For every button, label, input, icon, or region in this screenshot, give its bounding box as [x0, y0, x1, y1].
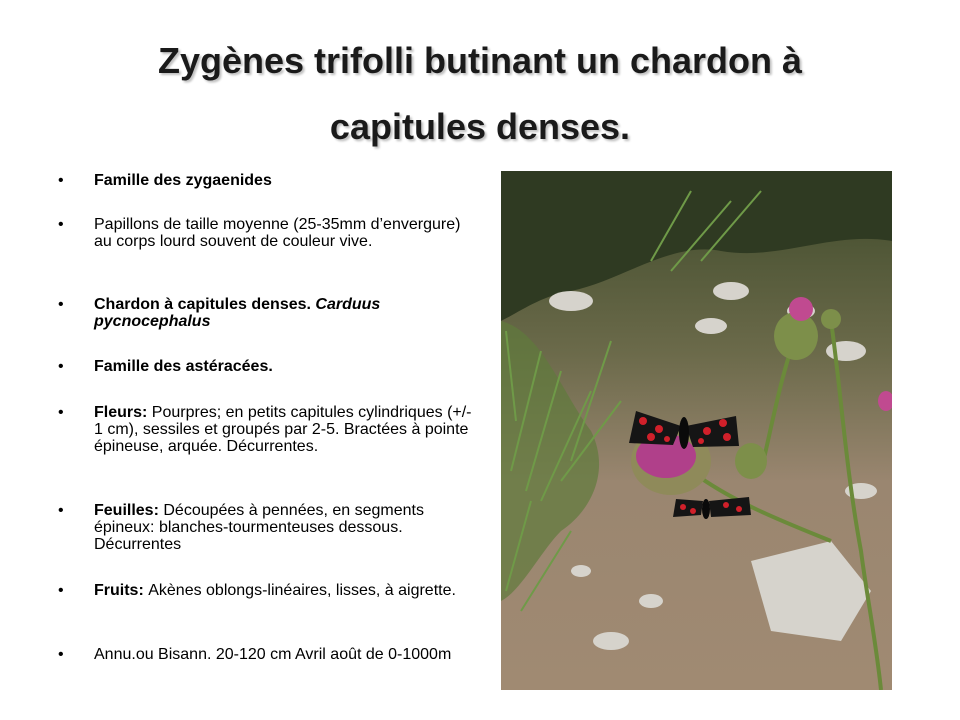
bullet-dot: • — [58, 404, 64, 421]
bullet-italic: Carduus pycnocephalus — [94, 296, 381, 330]
bullet-item — [58, 646, 478, 663]
bullet-bold: Fruits: — [94, 582, 149, 599]
bullet-bold: Chardon à capitules denses. — [94, 296, 316, 313]
bullet-text: Annu.ou Bisann. 20-120 cm Avril août de 0-1000m — [94, 646, 452, 663]
bullet-text: Akènes oblongs-linéaires, lisses, à aigrette. — [148, 582, 456, 599]
bullet-item — [58, 296, 478, 330]
moth-on-thistle-photo — [501, 171, 892, 690]
bullet-text: Pourpres; en petits capitules cylindriques (+/- 1 cm), sessiles et groupés par 2-5. Bractées à pointe épineuse, arquée. Décurrentes. — [94, 404, 472, 455]
bullet-dot: • — [58, 296, 64, 313]
bullet-text: Papillons de taille moyenne (25-35mm d’envergure) au corps lourd souvent de couleur vive. — [94, 216, 461, 250]
bullet-dot: • — [58, 646, 64, 663]
bullet-bold: Famille des astéracées. — [94, 358, 273, 375]
bullet-item — [58, 404, 478, 455]
photo-illustration — [501, 171, 892, 690]
bullet-bold: Famille des zygaenides — [94, 172, 272, 189]
bullet-item — [58, 502, 478, 553]
bullet-item — [58, 216, 478, 250]
title-line-1: Zygènes trifolli butinant un chardon à — [157, 40, 803, 81]
bullet-item — [58, 582, 478, 599]
bullet-dot: • — [58, 582, 64, 599]
bullet-bold: Fleurs: — [94, 404, 152, 421]
bullet-text: Découpées à pennées, en segments épineux: blanches-tourmenteuses dessous. Décurrentes — [94, 502, 424, 553]
slide-title — [60, 28, 900, 160]
title-line-2: capitules denses. — [329, 106, 631, 147]
bullet-bold: Feuilles: — [94, 502, 164, 519]
bullet-dot: • — [58, 216, 64, 233]
bullet-item — [58, 358, 478, 375]
bullet-dot: • — [58, 358, 64, 375]
bullet-dot: • — [58, 502, 64, 519]
bullet-item — [58, 172, 478, 189]
bullet-dot: • — [58, 172, 64, 189]
